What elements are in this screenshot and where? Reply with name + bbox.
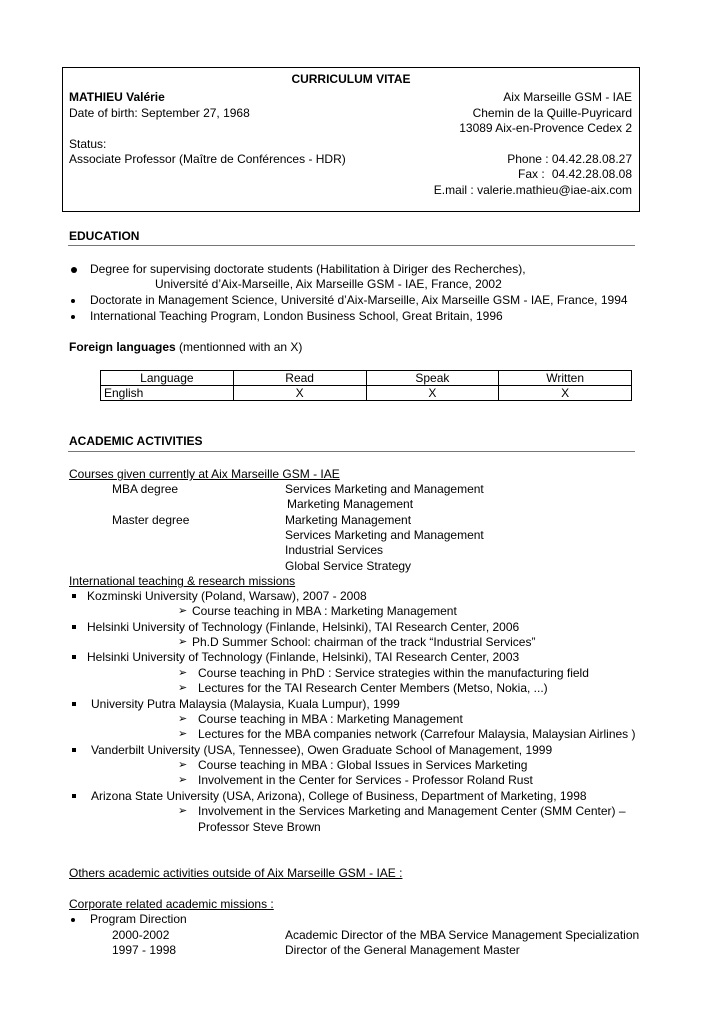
square-bullet-icon bbox=[72, 794, 76, 798]
academic-heading: ACADEMIC ACTIVITIES bbox=[69, 434, 203, 448]
table-header-cell: Read bbox=[233, 371, 366, 386]
arrow-bullet-icon: ➢ bbox=[178, 682, 188, 694]
arrow-bullet-icon: ➢ bbox=[178, 805, 188, 817]
program-desc: Director of the General Management Master bbox=[285, 943, 520, 957]
phone: Phone : 04.42.28.08.27 bbox=[507, 152, 632, 166]
table-cell: English bbox=[101, 386, 234, 401]
mission-title: Helsinki University of Technology (Finlande, Helsinki), TAI Research Center, 2006 bbox=[87, 620, 520, 634]
table-cell: X bbox=[499, 386, 632, 401]
square-bullet-icon bbox=[72, 625, 76, 629]
program-years: 1997 - 1998 bbox=[112, 943, 177, 957]
arrow-bullet-icon: ➢ bbox=[178, 667, 188, 679]
program-direction-label: Program Direction bbox=[90, 912, 187, 926]
arrow-bullet-icon: ➢ bbox=[178, 774, 188, 786]
bullet-icon bbox=[71, 315, 75, 319]
education-item-1-line-2: Université d’Aix-Marseille, Aix Marseille GSM - IAE, France, 2002 bbox=[155, 277, 502, 291]
table-cell: X bbox=[366, 386, 499, 401]
courses-title: Courses given currently at Aix Marseille GSM - IAE bbox=[69, 467, 340, 481]
arrow-bullet-icon: ➢ bbox=[178, 636, 188, 648]
course-subject: Marketing Management bbox=[285, 513, 412, 527]
table-header-cell: Language bbox=[101, 371, 234, 386]
table-header-cell: Speak bbox=[366, 371, 499, 386]
bullet-icon bbox=[71, 299, 75, 303]
mission-title: University Putra Malaysia (Malaysia, Kuala Lumpur), 1999 bbox=[91, 697, 400, 711]
course-subject: Services Marketing and Management bbox=[285, 482, 484, 496]
arrow-bullet-icon: ➢ bbox=[178, 605, 188, 617]
mission-title: Helsinki University of Technology (Finlande, Helsinki), TAI Research Center, 2003 bbox=[87, 650, 520, 664]
person-name: MATHIEU Valérie bbox=[69, 90, 165, 104]
education-rule bbox=[68, 245, 635, 246]
education-item-2: Doctorate in Management Science, Université d’Aix-Marseille, Aix Marseille GSM - IAE, France, 1994 bbox=[90, 293, 628, 307]
arrow-bullet-icon: ➢ bbox=[178, 713, 188, 725]
mission-detail: Involvement in the Center for Services - Professor Roland Rust bbox=[198, 773, 533, 787]
course-level: Master degree bbox=[112, 513, 190, 527]
cv-title: CURRICULUM VITAE bbox=[291, 72, 411, 86]
bullet-icon bbox=[71, 267, 77, 273]
table-cell: X bbox=[233, 386, 366, 401]
arrow-bullet-icon: ➢ bbox=[178, 728, 188, 740]
mission-detail: Course teaching in MBA : Marketing Management bbox=[198, 712, 463, 726]
mission-detail: Course teaching in PhD : Service strategies within the manufacturing field bbox=[198, 666, 589, 680]
status-label: Status: bbox=[69, 137, 107, 151]
course-subject: Services Marketing and Management bbox=[285, 528, 484, 542]
square-bullet-icon bbox=[72, 748, 76, 752]
institution: Aix Marseille GSM - IAE bbox=[503, 90, 632, 104]
mission-detail: Lectures for the TAI Research Center Members (Metso, Nokia, ...) bbox=[198, 681, 548, 695]
course-level: MBA degree bbox=[112, 482, 179, 496]
bullet-icon bbox=[71, 918, 75, 922]
mission-title: Vanderbilt University (USA, Tennessee), Owen Graduate School of Management, 1999 bbox=[91, 743, 553, 757]
status-value: Associate Professor (Maître de Conférences - HDR) bbox=[69, 152, 346, 166]
mission-title: Kozminski University (Poland, Warsaw), 2007 - 2008 bbox=[87, 589, 367, 603]
academic-rule bbox=[68, 451, 635, 452]
education-item-1: Degree for supervising doctorate students (Habilitation à Diriger des Recherches), bbox=[90, 262, 526, 276]
fax-label: Fax : bbox=[518, 167, 545, 181]
corporate-title: Corporate related academic missions : bbox=[69, 897, 274, 911]
missions-title: International teaching & research missions bbox=[69, 574, 296, 588]
foreign-languages bbox=[69, 340, 302, 355]
mission-detail: Professor Steve Brown bbox=[198, 820, 321, 834]
course-subject: Marketing Management bbox=[287, 497, 414, 511]
education-heading: EDUCATION bbox=[69, 229, 140, 243]
mission-detail: Course teaching in MBA : Global Issues in Services Marketing bbox=[198, 758, 528, 772]
others-title: Others academic activities outside of Aix Marseille GSM - IAE : bbox=[69, 866, 403, 880]
square-bullet-icon bbox=[72, 702, 76, 706]
address-line-1: Chemin de la Quille-Puyricard bbox=[472, 106, 632, 120]
mission-detail: Ph.D Summer School: chairman of the track “Industrial Services” bbox=[192, 635, 536, 649]
foreign-languages-label: Foreign languages bbox=[69, 340, 176, 354]
program-desc: Academic Director of the MBA Service Management Specialization bbox=[285, 928, 640, 942]
course-subject: Industrial Services bbox=[285, 543, 384, 557]
date-of-birth: Date of birth: September 27, 1968 bbox=[69, 106, 250, 120]
arrow-bullet-icon: ➢ bbox=[178, 759, 188, 771]
table-header-cell: Written bbox=[499, 371, 632, 386]
foreign-languages-note: (mentionned with an X) bbox=[175, 340, 303, 354]
program-years: 2000-2002 bbox=[112, 928, 170, 942]
mission-detail: Involvement in the Services Marketing and Management Center (SMM Center) – bbox=[198, 804, 626, 818]
address-line-2: 13089 Aix-en-Provence Cedex 2 bbox=[459, 121, 632, 135]
table-header-row bbox=[101, 371, 632, 386]
mission-detail: Course teaching in MBA : Marketing Management bbox=[192, 604, 457, 618]
education-item-3: International Teaching Program, London Business School, Great Britain, 1996 bbox=[90, 309, 503, 323]
mission-title: Arizona State University (USA, Arizona), College of Business, Department of Marketing, 1998 bbox=[91, 789, 587, 803]
fax-value: 04.42.28.08.08 bbox=[551, 167, 632, 181]
mission-detail: Lectures for the MBA companies network (Carrefour Malaysia, Malaysian Airlines ) bbox=[198, 727, 636, 741]
square-bullet-icon bbox=[72, 594, 76, 598]
table-row bbox=[101, 386, 632, 401]
square-bullet-icon bbox=[72, 655, 76, 659]
language-table bbox=[100, 370, 632, 401]
course-subject: Global Service Strategy bbox=[285, 559, 412, 573]
email: E.mail : valerie.mathieu@iae-aix.com bbox=[433, 183, 632, 197]
